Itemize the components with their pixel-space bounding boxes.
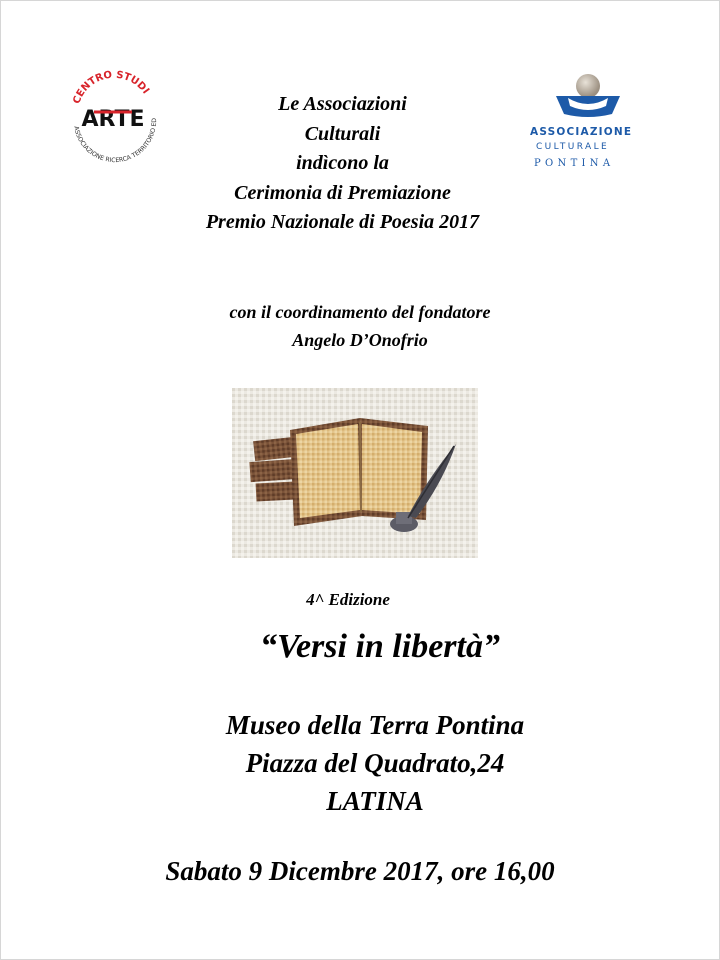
- logo-name-associazione: ASSOCIAZIONE: [530, 126, 633, 138]
- logo-name-culturale: CULTURALE: [536, 142, 610, 152]
- event-datetime: Sabato 9 Dicembre 2017, ore 16,00: [165, 856, 555, 886]
- coordination-line: con il coordinamento del fondatore: [229, 302, 491, 322]
- venue-block: [160, 706, 590, 820]
- venue-address: Piazza del Quadrato,24: [245, 748, 505, 778]
- logo-ring-text: CENTRO STUDI: [71, 69, 152, 106]
- header-line-cerimonia: Cerimonia di Premiazione: [234, 181, 451, 204]
- book-quill-illustration: [232, 388, 478, 558]
- coordination-block: [135, 298, 585, 354]
- logo-name-pontina: PONTINA: [534, 158, 615, 169]
- founder-name: Angelo D’Onofrio: [292, 330, 428, 350]
- header-line-premio: Premio Nazionale di Poesia 2017: [205, 211, 480, 233]
- venue-name: Museo della Terra Pontina: [225, 710, 525, 740]
- open-book-with-quill-icon: [232, 388, 478, 558]
- venue-city: LATINA: [326, 786, 424, 816]
- header-announcement: [120, 90, 565, 238]
- header-line-associazioni: Le Associazioni: [278, 93, 407, 115]
- event-title: “Versi in libertà”: [260, 628, 500, 665]
- logo-ring-text-lower: ASSOCIAZIONE RICERCA TERRITORIO ED: [72, 117, 159, 165]
- header-line-culturali: Culturali: [304, 122, 381, 145]
- header-line-indicono: indìcono la: [296, 152, 389, 174]
- edition-label: 4^ Edizione: [306, 590, 390, 609]
- logo-letters: ARTE: [81, 107, 145, 132]
